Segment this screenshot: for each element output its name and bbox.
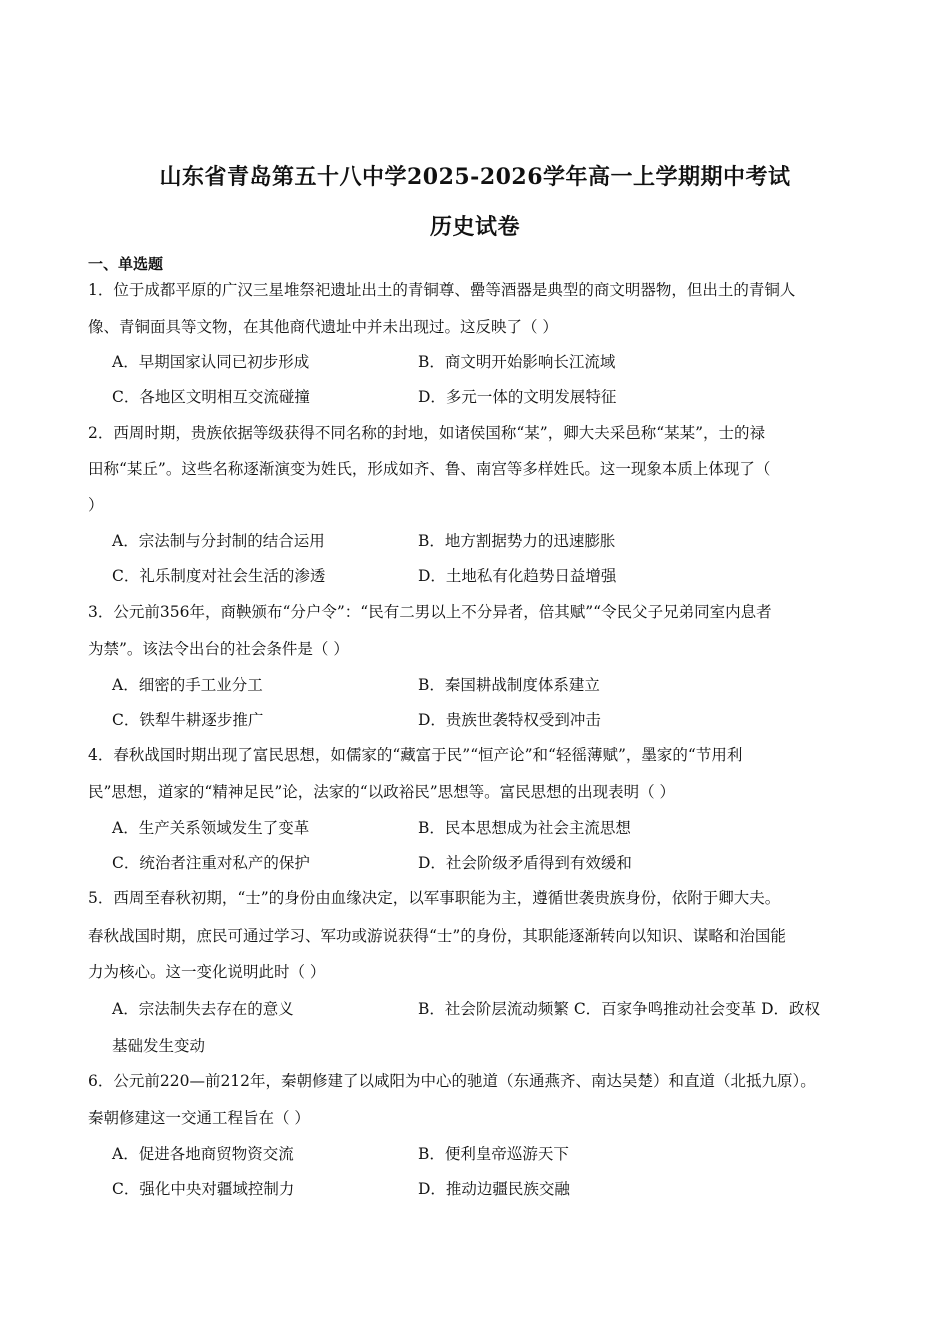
question-5-options-b-c-d: B．社会阶层流动频繁 C．百家争鸣推动社会变革 D．政权 xyxy=(418,1000,821,1018)
section-heading: 一、单选题 xyxy=(88,255,164,273)
question-3-line-2: 为禁”。该法令出台的社会条件是（ ） xyxy=(88,640,349,658)
question-2-option-b: B．地方割据势力的迅速膨胀 xyxy=(418,532,616,550)
question-3-option-a: A．细密的手工业分工 xyxy=(112,676,263,694)
question-4-option-c: C．统治者注重对私产的保护 xyxy=(112,854,310,872)
question-6-option-a: A．促进各地商贸物资交流 xyxy=(112,1145,294,1163)
question-6-option-c: C．强化中央对疆域控制力 xyxy=(112,1180,295,1198)
question-4-option-b: B．民本思想成为社会主流思想 xyxy=(418,819,631,837)
question-2-line-1: 2．西周时期，贵族依据等级获得不同名称的封地，如诸侯国称“某”，卿大夫采邑称“某某”，士的禄 xyxy=(88,424,766,442)
question-5-line-1: 5．西周至春秋初期，“士”的身份由血缘决定，以军事职能为主，遵循世袭贵族身份，依附于卿大夫。 xyxy=(88,889,781,907)
question-1-option-c: C．各地区文明相互交流碰撞 xyxy=(112,388,310,406)
question-4-line-2: 民”思想，道家的“精神足民”论，法家的“以政裕民”思想等。富民思想的出现表明（ ） xyxy=(88,783,676,801)
question-1-option-d: D．多元一体的文明发展特征 xyxy=(418,388,617,406)
question-4-option-a: A．生产关系领域发生了变革 xyxy=(112,819,310,837)
question-1-option-b: B．商文明开始影响长江流域 xyxy=(418,353,616,371)
question-4-line-1: 4．春秋战国时期出现了富民思想，如儒家的“藏富于民”“恒产论”和“轻徭薄赋”，墨家的“节用利 xyxy=(88,746,743,764)
question-6-line-2: 秦朝修建这一交通工程旨在（ ） xyxy=(88,1109,310,1127)
exam-title: 山东省青岛第五十八中学2025-2026学年高一上学期期中考试 xyxy=(159,164,791,190)
question-1-line-2: 像、青铜面具等文物，在其他商代遗址中并未出现过。这反映了（ ） xyxy=(88,318,558,336)
question-1-option-a: A．早期国家认同已初步形成 xyxy=(112,353,310,371)
question-3-option-c: C．铁犁牛耕逐步推广 xyxy=(112,711,264,729)
exam-subtitle: 历史试卷 xyxy=(429,214,520,240)
question-5-option-a: A．宗法制失去存在的意义 xyxy=(112,1000,294,1018)
question-6-line-1: 6．公元前220—前212年，秦朝修建了以咸阳为中心的驰道（东通燕齐、南达吴楚）和直道（北抵九原）。 xyxy=(88,1072,816,1090)
question-6-option-b: B．便利皇帝巡游天下 xyxy=(418,1145,569,1163)
question-2-line-2: 田称“某丘”。这些名称逐渐演变为姓氏，形成如齐、鲁、南宫等多样姓氏。这一现象本质上体现了（ xyxy=(88,460,771,478)
question-2-option-c: C．礼乐制度对社会生活的渗透 xyxy=(112,567,326,585)
question-2-option-d: D．土地私有化趋势日益增强 xyxy=(418,567,617,585)
question-5-line-3: 力为核心。这一变化说明此时（ ） xyxy=(88,963,326,981)
question-3-line-1: 3．公元前356年，商鞅颁布“分户令”：“民有二男以上不分异者，倍其赋”“令民父子兄弟同室内息者 xyxy=(88,603,772,621)
question-1-line-1: 1．位于成都平原的广汉三星堆祭祀遗址出土的青铜尊、罍等酒器是典型的商文明器物，但出土的青铜人 xyxy=(88,281,796,299)
question-3-option-d: D．贵族世袭特权受到冲击 xyxy=(418,711,601,729)
question-2-line-3: ） xyxy=(88,496,104,514)
question-4-option-d: D．社会阶级矛盾得到有效缓和 xyxy=(418,854,632,872)
question-5-option-d-continued: 基础发生变动 xyxy=(112,1037,206,1055)
question-6-option-d: D．推动边疆民族交融 xyxy=(418,1180,570,1198)
question-2-option-a: A．宗法制与分封制的结合运用 xyxy=(112,532,325,550)
question-5-line-2: 春秋战国时期，庶民可通过学习、军功或游说获得“士”的身份，其职能逐渐转向以知识、谋略和治国能 xyxy=(88,927,786,945)
question-3-option-b: B．秦国耕战制度体系建立 xyxy=(418,676,600,694)
